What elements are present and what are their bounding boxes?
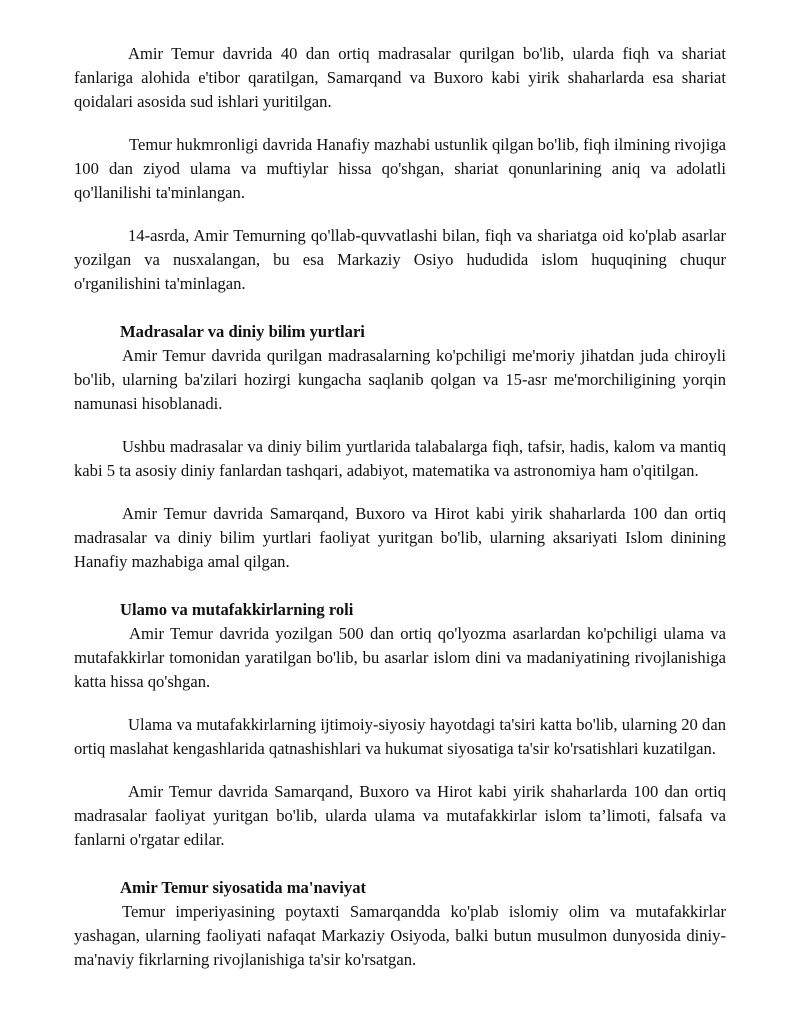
- section-heading-madrasalar: Madrasalar va diniy bilim yurtlari: [120, 322, 365, 341]
- intro-paragraph-1: Amir Temur davrida 40 dan ortiq madrasalar qurilgan bo'lib, ularda fiqh va shariat fanlariga alohida e'tibor qaratilgan, Samarqand va Buxoro kabi yirik shaharlarda esa shariat qoidalari asosida sud ishlari yuritilgan.: [74, 44, 726, 111]
- section-2-paragraph-3: Amir Temur davrida Samarqand, Buxoro va Hirot kabi yirik shaharlarda 100 dan ortiq madrasalar faoliyat yuritgan bo'lib, ularda ulama va mutafakkirlar islom ta’limoti, falsafa va fanlarni o'rgatar edilar.: [74, 782, 726, 849]
- intro-paragraph-2: Temur hukmronligi davrida Hanafiy mazhabi ustunlik qilgan bo'lib, fiqh ilmining rivojiga 100 dan ziyod ulama va muftiylar hissa qo'shgan, shariat qonunlarining aniq va adolatli qo'llanilishi ta'minlangan.: [74, 135, 726, 202]
- section-1-paragraph-1: Amir Temur davrida qurilgan madrasalarning ko'pchiligi me'moriy jihatdan juda chiroyli bo'lib, ularning ba'zilari hozirgi kungacha saqlanib qolgan va 15-asr me'morchiligining yorqin namunasi hisoblanadi.: [74, 346, 726, 413]
- section-2-paragraph-1: Amir Temur davrida yozilgan 500 dan ortiq qo'lyozma asarlardan ko'pchiligi ulama va mutafakkirlar tomonidan yaratilgan bo'lib, bu asarlar islom dini va madaniyatining rivojlanishiga katta hissa qo'shgan.: [74, 624, 726, 691]
- section-3-paragraph-1: Temur imperiyasining poytaxti Samarqandda ko'plab islomiy olim va mutafakkirlar yashagan, ularning faoliyati nafaqat Markaziy Osiyoda, balki butun musulmon dunyosida diniy-ma'naviy fikrlarning rivojlanishiga ta'sir ko'rsatgan.: [74, 902, 726, 969]
- section-1-paragraph-2: Ushbu madrasalar va diniy bilim yurtlarida talabalarga fiqh, tafsir, hadis, kalom va mantiq kabi 5 ta asosiy diniy fanlardan tashqari, adabiyot, matematika va astronomiya ham o'qitilgan.: [74, 437, 726, 480]
- section-heading-ulamo: Ulamo va mutafakkirlarning roli: [120, 600, 354, 619]
- section-2-paragraph-2: Ulama va mutafakkirlarning ijtimoiy-siyosiy hayotdagi ta'siri katta bo'lib, ularning 20 dan ortiq maslahat kengashlarida qatnashishlari va hukumat siyosatiga ta'sir ko'rsatishlari kuzatilgan.: [74, 715, 726, 758]
- intro-paragraph-3: 14-asrda, Amir Temurning qo'llab-quvvatlashi bilan, fiqh va shariatga oid ko'plab asarlar yozilgan va nusxalangan, bu esa Markaziy Osiyo hududida islom huquqining chuqur o'rganilishini ta'minlagan.: [74, 226, 726, 293]
- section-heading-manaviyat: Amir Temur siyosatida ma'naviyat: [120, 878, 367, 897]
- section-1-paragraph-3: Amir Temur davrida Samarqand, Buxoro va Hirot kabi yirik shaharlarda 100 dan ortiq madrasalar va diniy bilim yurtlari faoliyat yuritgan bo'lib, ularning aksariyati Islom dinining Hanafiy mazhabiga amal qilgan.: [74, 504, 726, 571]
